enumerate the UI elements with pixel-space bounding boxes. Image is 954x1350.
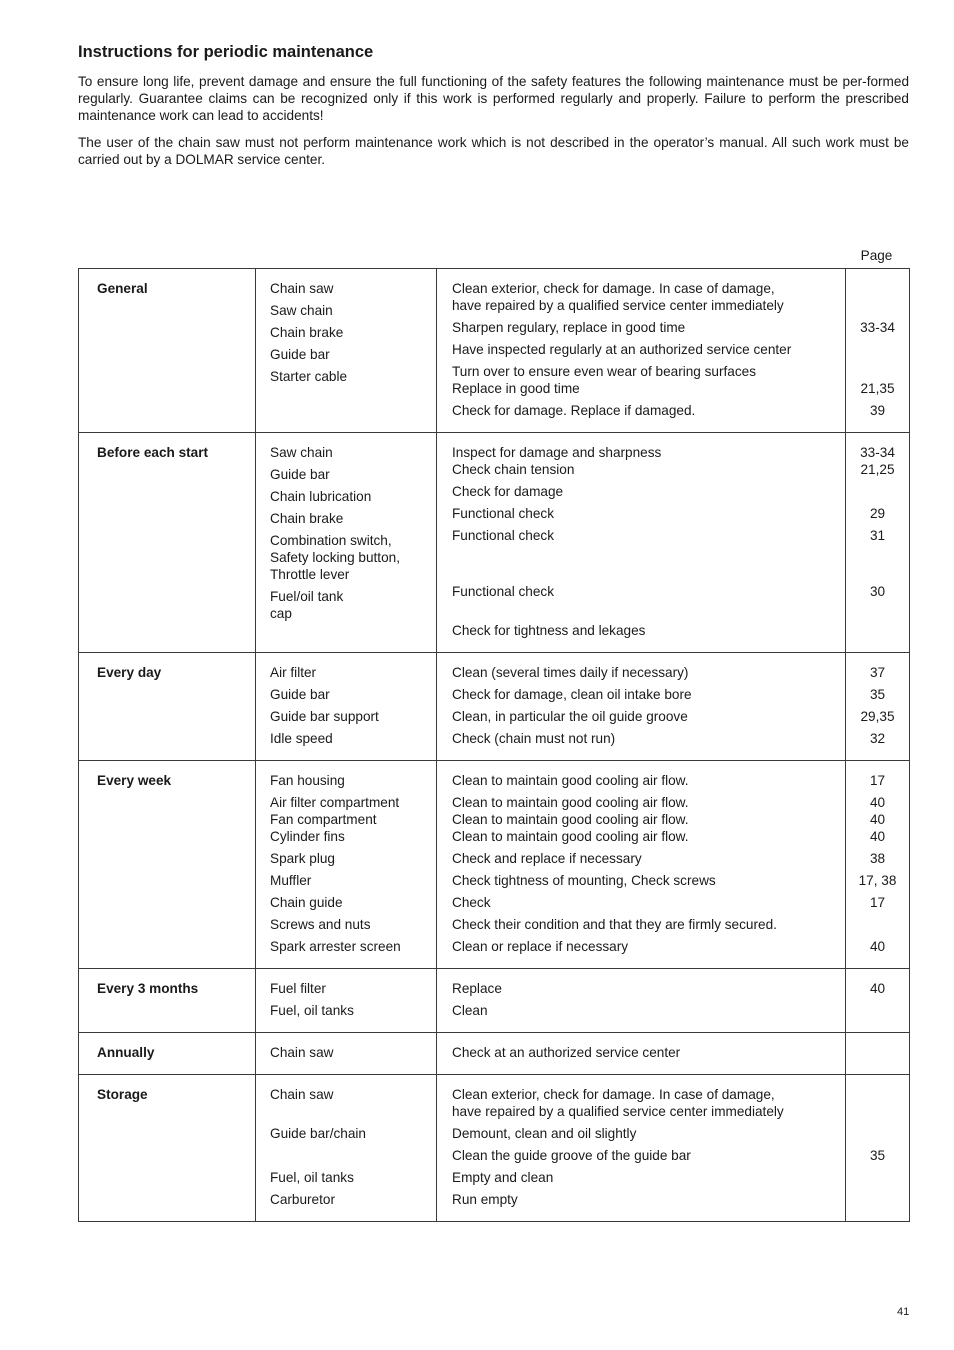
component-cell	[256, 1033, 437, 1075]
interval-cell	[79, 761, 256, 969]
action-text: Check for tightness and lekages	[452, 623, 646, 638]
component-text: Fan compartment	[270, 812, 377, 827]
page-ref-text	[846, 1169, 909, 1186]
page-ref-text	[846, 1044, 909, 1061]
component-group	[270, 916, 436, 933]
page-column-header: Page	[860, 248, 893, 263]
page-ref-group	[846, 1191, 909, 1208]
maintenance-section-row	[79, 653, 910, 761]
page-ref-cell	[846, 761, 910, 969]
action-cell	[437, 433, 846, 653]
action-text: Replace	[452, 981, 502, 996]
action-group	[452, 1191, 845, 1208]
page-ref-group	[846, 402, 909, 419]
action-text	[452, 605, 845, 622]
page-ref-text: 40	[869, 795, 886, 810]
action-text: Clean the guide groove of the guide bar	[452, 1148, 691, 1163]
page-ref-group	[846, 1125, 909, 1142]
component-cell	[256, 761, 437, 969]
page-ref-text	[846, 566, 909, 583]
component-text: Guide bar	[270, 687, 330, 702]
component-text: Carburetor	[270, 1192, 335, 1207]
component-text: Fuel, oil tanks	[270, 1170, 354, 1185]
component-text: Throttle lever	[270, 567, 350, 582]
component-group	[270, 980, 436, 997]
component-group	[270, 1191, 436, 1208]
action-text: have repaired by a qualified service center immediately	[452, 298, 784, 313]
component-text: Chain saw	[270, 1045, 334, 1060]
component-text: Safety locking button,	[270, 550, 400, 565]
action-text: Replace in good time	[452, 381, 580, 396]
action-text: Run empty	[452, 1192, 518, 1207]
component-cell	[256, 433, 437, 653]
component-group	[270, 444, 436, 461]
page-ref-text: 21,25	[860, 462, 895, 477]
page-ref-text	[846, 297, 909, 314]
action-text: Check (chain must not run)	[452, 731, 616, 746]
action-group	[452, 444, 845, 478]
page-ref-cell	[846, 653, 910, 761]
action-group	[452, 402, 845, 419]
page-ref-text: 17, 38	[858, 873, 897, 888]
page-ref-text: 30	[869, 584, 886, 599]
interval-cell	[79, 269, 256, 433]
component-text: Fuel, oil tanks	[270, 1003, 354, 1018]
action-group	[452, 549, 845, 600]
action-group	[452, 1044, 845, 1061]
action-text	[452, 566, 845, 583]
page-ref-text: 29	[869, 506, 886, 521]
component-group	[270, 794, 436, 845]
page-ref-text: 37	[869, 665, 886, 680]
page-ref-group	[846, 772, 909, 789]
action-text: Check for damage. Replace if damaged.	[452, 403, 696, 418]
action-text: Demount, clean and oil slightly	[452, 1126, 637, 1141]
component-text: Starter cable	[270, 369, 348, 384]
interval-cell	[79, 969, 256, 1033]
page-ref-group	[846, 341, 909, 358]
service-center-paragraph: The user of the chain saw must not perform maintenance work which is not described in the operator’s manual. All such work must be carried out by a DOLMAR service center.	[78, 135, 909, 167]
action-group	[452, 363, 845, 397]
action-text: Inspect for damage and sharpness	[452, 445, 662, 460]
component-text: Idle speed	[270, 731, 333, 746]
component-text: Air filter	[270, 665, 317, 680]
action-group	[452, 938, 845, 955]
component-text: Saw chain	[270, 445, 333, 460]
component-group	[270, 324, 436, 341]
action-group	[452, 527, 845, 544]
component-group	[270, 872, 436, 889]
action-group	[452, 341, 845, 358]
component-text: Cylinder fins	[270, 829, 345, 844]
action-group	[452, 980, 845, 997]
interval-label: Every week	[97, 773, 172, 788]
action-group	[452, 1125, 845, 1142]
page-ref-group	[846, 605, 909, 639]
action-cell	[437, 761, 846, 969]
component-text: Chain guide	[270, 895, 343, 910]
page-ref-group	[846, 794, 909, 845]
component-cell	[256, 1075, 437, 1222]
action-group	[452, 794, 845, 845]
action-text: Clean (several times daily if necessary)	[452, 665, 689, 680]
component-group	[270, 532, 436, 583]
component-group	[270, 510, 436, 527]
page-ref-group	[846, 1147, 909, 1164]
interval-cell	[79, 433, 256, 653]
intro-paragraph: To ensure long life, prevent damage and ensure the full functioning of the safety features the following maintenance must be per-formed regularly. Guarantee claims can be recognized only if this work is performed regularly and properly. Failure to perform the prescribed maintenance work can lead to accidents!	[78, 74, 909, 123]
page-ref-text	[846, 341, 909, 358]
component-group	[270, 938, 436, 955]
page-ref-text	[846, 1191, 909, 1208]
maintenance-section-row	[79, 1033, 910, 1075]
page-ref-text: 40	[869, 829, 886, 844]
action-cell	[437, 269, 846, 433]
page-ref-group	[846, 1002, 909, 1019]
component-group	[270, 664, 436, 681]
maintenance-section-row	[79, 761, 910, 969]
component-text: Chain lubrication	[270, 489, 372, 504]
action-group	[452, 319, 845, 336]
page-ref-text: 31	[869, 528, 886, 543]
component-text: Saw chain	[270, 303, 333, 318]
interval-label: General	[97, 281, 148, 296]
page-ref-text: 33-34	[860, 320, 895, 335]
component-text: Spark plug	[270, 851, 335, 866]
page-ref-group	[846, 938, 909, 955]
component-group	[270, 894, 436, 911]
component-text: Air filter compartment	[270, 795, 400, 810]
page-ref-group	[846, 894, 909, 911]
component-text: Guide bar	[270, 467, 330, 482]
action-text: Clean	[452, 1003, 488, 1018]
page-ref-group	[846, 1044, 909, 1061]
component-group	[270, 1002, 436, 1019]
action-text: Clean to maintain good cooling air flow.	[452, 795, 689, 810]
page-ref-text: 17	[869, 895, 886, 910]
action-text: Functional check	[452, 506, 555, 521]
page-ref-group	[846, 872, 909, 889]
action-text	[452, 549, 845, 566]
component-group	[270, 1125, 436, 1142]
action-group	[452, 505, 845, 522]
interval-label: Before each start	[97, 445, 209, 460]
component-group	[270, 1044, 436, 1061]
action-group	[452, 280, 845, 314]
action-group	[452, 708, 845, 725]
page-ref-text	[846, 483, 909, 500]
component-group	[270, 368, 436, 385]
action-group	[452, 872, 845, 889]
page-ref-cell	[846, 969, 910, 1033]
page-ref-group	[846, 850, 909, 867]
page-ref-text	[846, 605, 909, 622]
component-text: Screws and nuts	[270, 917, 371, 932]
page-ref-text: 17	[869, 773, 886, 788]
component-group	[270, 1169, 436, 1186]
action-group	[452, 605, 845, 639]
page-ref-group	[846, 280, 909, 314]
page-ref-cell	[846, 433, 910, 653]
page-ref-group	[846, 708, 909, 725]
action-text: Check for damage	[452, 484, 564, 499]
page-ref-cell	[846, 1033, 910, 1075]
page-ref-text: 40	[869, 812, 886, 827]
action-text: Check tightness of mounting, Check screws	[452, 873, 716, 888]
component-group	[270, 708, 436, 725]
component-text: Chain brake	[270, 325, 344, 340]
interval-label: Every 3 months	[97, 981, 199, 996]
interval-label: Storage	[97, 1087, 148, 1102]
maintenance-section-row	[79, 1075, 910, 1222]
page-ref-text: 38	[869, 851, 886, 866]
component-text: Combination switch,	[270, 533, 392, 548]
page-ref-text: 33-34	[860, 445, 895, 460]
page-ref-group	[846, 363, 909, 397]
component-cell	[256, 969, 437, 1033]
action-group	[452, 772, 845, 789]
page-title: Instructions for periodic maintenance	[78, 43, 374, 61]
page-ref-group	[846, 527, 909, 544]
component-text: Fuel/oil tank	[270, 589, 344, 604]
interval-cell	[79, 1033, 256, 1075]
action-text: Clean or replace if necessary	[452, 939, 629, 954]
component-text: Chain saw	[270, 1087, 334, 1102]
action-cell	[437, 1075, 846, 1222]
page-ref-group	[846, 549, 909, 600]
page-ref-text: 21,35	[860, 381, 895, 396]
interval-cell	[79, 653, 256, 761]
action-cell	[437, 653, 846, 761]
page-ref-text	[846, 916, 909, 933]
page-ref-group	[846, 319, 909, 336]
action-group	[452, 894, 845, 911]
action-text: Clean, in particular the oil guide groove	[452, 709, 688, 724]
page-ref-text: 29,35	[860, 709, 895, 724]
component-text: Chain brake	[270, 511, 344, 526]
component-group	[270, 346, 436, 363]
action-text: Clean exterior, check for damage. In case of damage,	[452, 281, 775, 296]
page-ref-group	[846, 916, 909, 933]
component-group	[270, 302, 436, 319]
action-group	[452, 686, 845, 703]
page-ref-group	[846, 1169, 909, 1186]
action-group	[452, 664, 845, 681]
component-text	[270, 1103, 436, 1120]
action-group	[452, 916, 845, 933]
page-ref-text	[846, 280, 909, 297]
page-ref-text: 40	[869, 981, 886, 996]
page-ref-group	[846, 505, 909, 522]
component-group	[270, 280, 436, 297]
maintenance-section-row	[79, 969, 910, 1033]
page-ref-text	[846, 363, 909, 380]
page-ref-group	[846, 444, 909, 478]
page-ref-group	[846, 664, 909, 681]
action-text: Check and replace if necessary	[452, 851, 642, 866]
page-ref-group	[846, 730, 909, 747]
component-text: Guide bar/chain	[270, 1126, 366, 1141]
action-text: Check chain tension	[452, 462, 575, 477]
component-text: Muffler	[270, 873, 312, 888]
page-ref-text	[846, 1103, 909, 1120]
component-text	[270, 1147, 436, 1164]
action-text: Check for damage, clean oil intake bore	[452, 687, 692, 702]
page-ref-group	[846, 483, 909, 500]
action-group	[452, 850, 845, 867]
action-group	[452, 1169, 845, 1186]
component-group	[270, 488, 436, 505]
action-text: Clean to maintain good cooling air flow.	[452, 812, 689, 827]
page-ref-text	[846, 1086, 909, 1103]
page-ref-text	[846, 622, 909, 639]
action-text: Clean exterior, check for damage. In case of damage,	[452, 1087, 775, 1102]
action-group	[452, 1086, 845, 1120]
interval-cell	[79, 1075, 256, 1222]
maintenance-table	[78, 268, 910, 1222]
action-text: Functional check	[452, 528, 555, 543]
page-ref-cell	[846, 269, 910, 433]
component-group	[270, 1147, 436, 1164]
action-cell	[437, 969, 846, 1033]
action-text: Clean to maintain good cooling air flow.	[452, 829, 689, 844]
component-group	[270, 466, 436, 483]
component-text: Fan housing	[270, 773, 345, 788]
component-group	[270, 686, 436, 703]
action-text: Functional check	[452, 584, 555, 599]
page-ref-text: 32	[869, 731, 886, 746]
action-group	[452, 1147, 845, 1164]
action-text: Clean to maintain good cooling air flow.	[452, 773, 689, 788]
page-ref-text: 39	[869, 403, 886, 418]
page-ref-text: 35	[869, 687, 886, 702]
page-ref-text: 40	[869, 939, 886, 954]
component-text: cap	[270, 606, 292, 621]
page-number: 41	[897, 1306, 910, 1318]
interval-label: Every day	[97, 665, 162, 680]
action-text: Check their condition and that they are firmly secured.	[452, 917, 777, 932]
maintenance-section-row	[79, 269, 910, 433]
component-text: Spark arrester screen	[270, 939, 401, 954]
interval-label: Annually	[97, 1045, 155, 1060]
page-ref-group	[846, 980, 909, 997]
page-ref-text	[846, 1125, 909, 1142]
action-group	[452, 483, 845, 500]
page-ref-text: 35	[869, 1148, 886, 1163]
component-group	[270, 1086, 436, 1120]
page-ref-text	[846, 549, 909, 566]
action-text: have repaired by a qualified service center immediately	[452, 1104, 784, 1119]
action-group	[452, 1002, 845, 1019]
component-group	[270, 850, 436, 867]
component-text: Chain saw	[270, 281, 334, 296]
component-cell	[256, 269, 437, 433]
page-ref-group	[846, 686, 909, 703]
page-ref-text	[846, 1002, 909, 1019]
page-ref-group	[846, 1086, 909, 1120]
action-group	[452, 730, 845, 747]
maintenance-section-row	[79, 433, 910, 653]
action-text: Turn over to ensure even wear of bearing surfaces	[452, 364, 757, 379]
page-ref-cell	[846, 1075, 910, 1222]
component-group	[270, 588, 436, 622]
action-text: Check at an authorized service center	[452, 1045, 681, 1060]
component-text: Fuel filter	[270, 981, 326, 996]
component-group	[270, 772, 436, 789]
action-cell	[437, 1033, 846, 1075]
action-text: Sharpen regulary, replace in good time	[452, 320, 686, 335]
action-text: Have inspected regularly at an authorized service center	[452, 342, 792, 357]
action-text: Empty and clean	[452, 1170, 554, 1185]
component-text: Guide bar support	[270, 709, 379, 724]
component-cell	[256, 653, 437, 761]
component-group	[270, 730, 436, 747]
component-text: Guide bar	[270, 347, 330, 362]
action-text: Check	[452, 895, 491, 910]
